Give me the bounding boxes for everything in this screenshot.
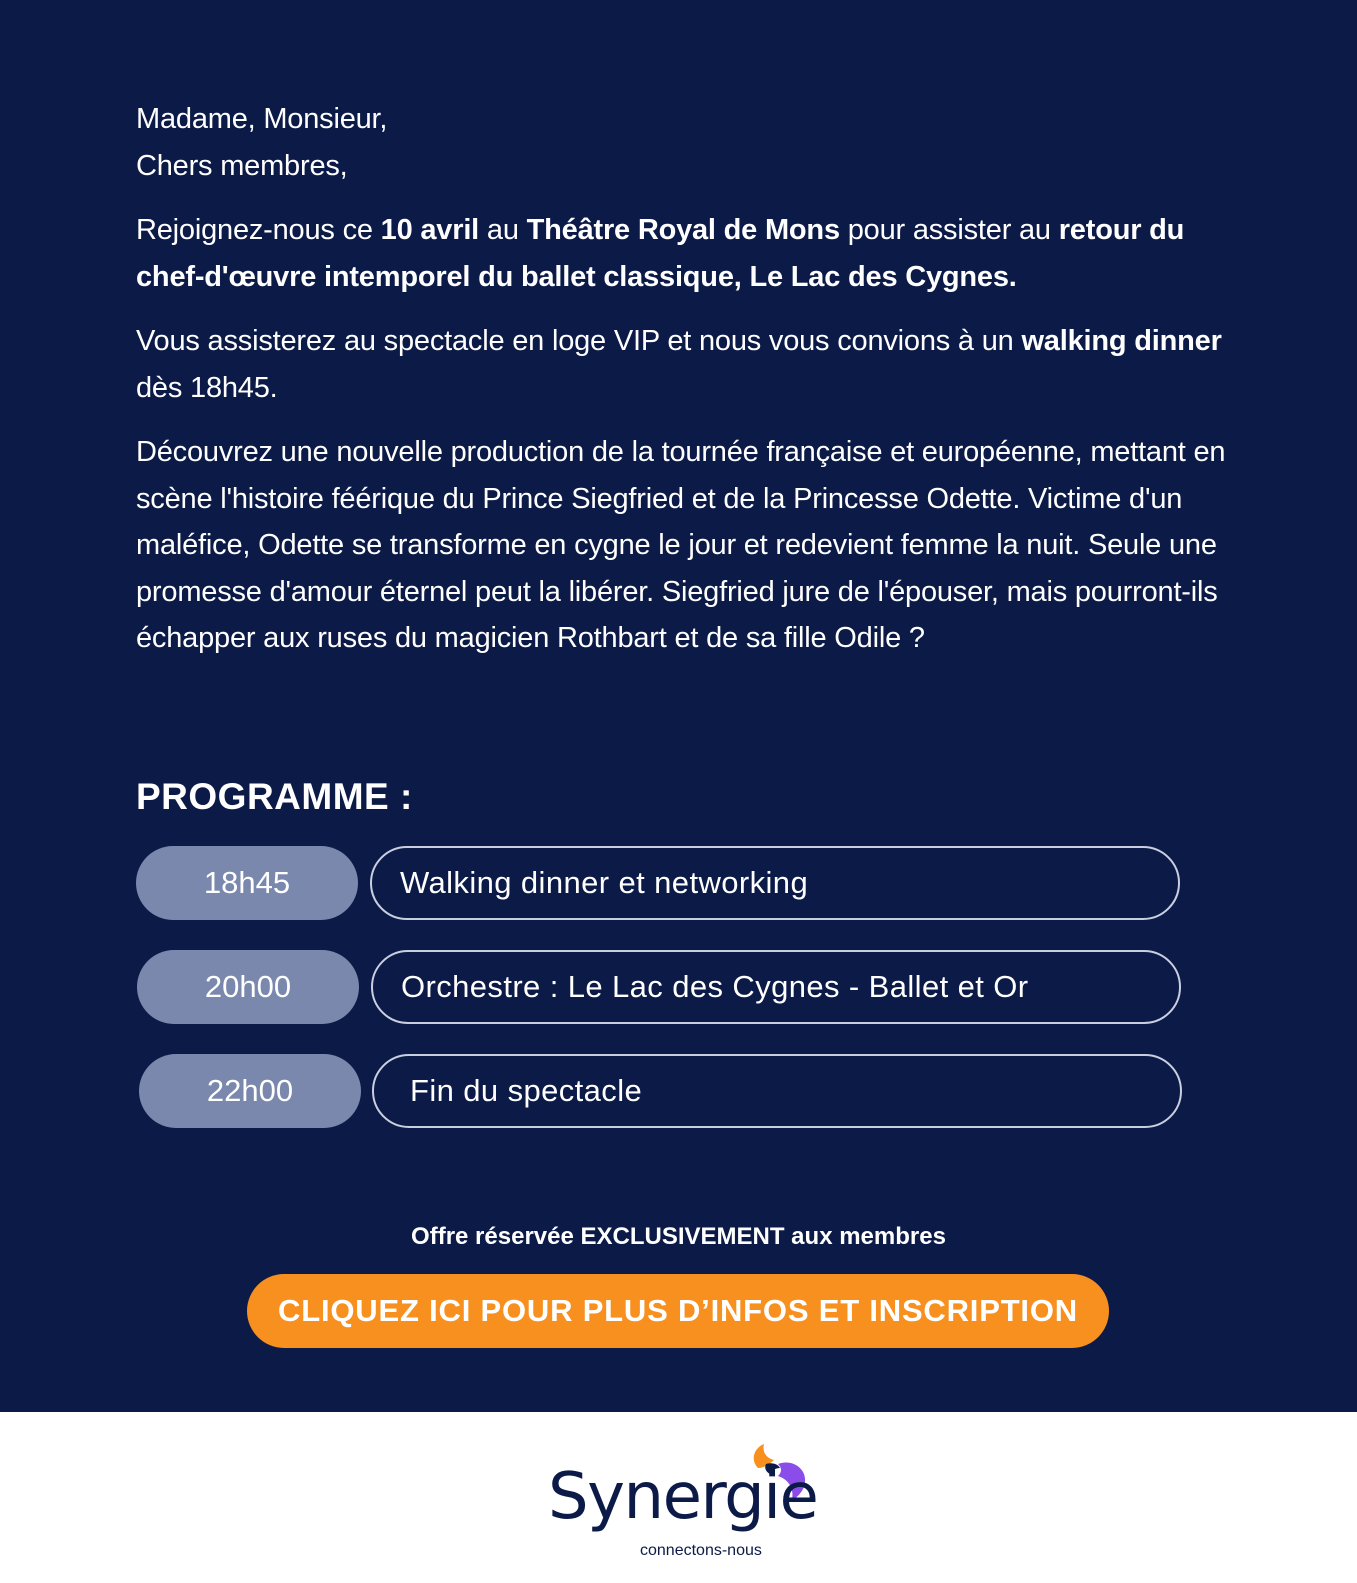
paragraph-event (136, 207, 1226, 300)
greeting-line-2: Chers membres, (136, 149, 348, 182)
programme-label: Fin du spectacle (372, 1054, 1182, 1128)
paragraph-vip (136, 318, 1226, 411)
programme-time: 22h00 (139, 1054, 361, 1128)
event-date: 10 avril (380, 214, 480, 246)
paragraph-story: Découvrez une nouvelle production de la tournée française et européenne, mettant en scène l'histoire féérique du Prince Siegfried et de la Princesse Odette. Victime d'un maléfice, Odette se transforme en cygne le jour et redevient femme la nuit. Seule une promesse d'amour éternel peut la libérer. Siegfried jure de l'épouser, mais pourront-ils échapper aux ruses du magicien Rothbart et de sa fille Odile ? (136, 436, 1226, 654)
event-show: retour du chef-d'œuvre intemporel du ballet classique, Le Lac des Cygnes. (136, 214, 1185, 293)
programme-time: 18h45 (136, 846, 358, 920)
event-venue: Théâtre Royal de Mons (526, 214, 840, 246)
walking-dinner: walking dinner (1021, 325, 1222, 357)
exclusive-offer-text: Offre réservée EXCLUSIVEMENT aux membres (411, 1223, 946, 1250)
letter-body (136, 96, 1226, 680)
text: pour assister au (839, 214, 1059, 246)
text: Vous assisterez au spectacle en loge VIP et nous vous convions à un (136, 325, 1022, 357)
text: au (479, 214, 527, 246)
logo-wordmark: Synergie (548, 1460, 818, 1534)
programme-label: Walking dinner et networking (370, 846, 1180, 920)
footer (0, 1412, 1357, 1583)
register-button[interactable]: CLIQUEZ ICI POUR PLUS D’INFOS ET INSCRIPTION (247, 1274, 1109, 1348)
programme-label: Orchestre : Le Lac des Cygnes - Ballet et Or (371, 950, 1181, 1024)
greeting-line-1: Madame, Monsieur, (136, 103, 388, 135)
synergie-logo[interactable] (548, 1434, 818, 1574)
logo-tagline: connectons-nous (640, 1542, 762, 1559)
programme-time: 20h00 (137, 950, 359, 1024)
text: Rejoignez-nous ce (136, 214, 381, 246)
text: dès 18h45. (136, 371, 278, 404)
programme-title: PROGRAMME : (136, 776, 413, 817)
